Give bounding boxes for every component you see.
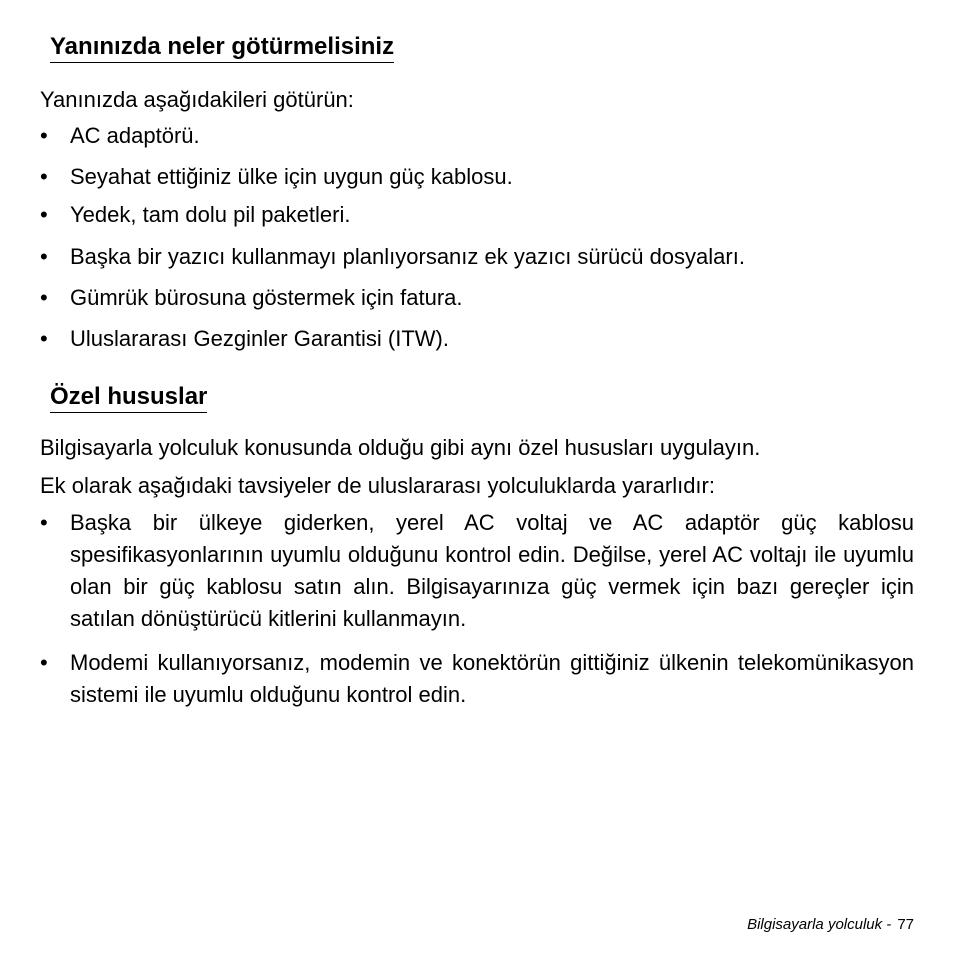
bullet-icon: • (40, 326, 48, 351)
list-item (40, 242, 914, 272)
bullet-icon: • (40, 510, 48, 535)
bullet-icon: • (40, 123, 48, 148)
list-item (40, 283, 914, 313)
footer-title: Bilgisayarla yolculuk - (747, 916, 892, 933)
international-tips-list (40, 507, 914, 711)
take-along-list (40, 121, 914, 354)
section-heading-what-to-take: Yanınızda neler götürmelisiniz (50, 33, 394, 63)
list-item-text: Seyahat ettiğiniz ülke için uygun güç kablosu. (70, 164, 513, 189)
section-heading-special-considerations: Özel hususlar (50, 383, 207, 413)
list-item-text: AC adaptörü. (70, 123, 200, 148)
special-considerations-text: Bilgisayarla yolculuk konusunda olduğu gibi aynı özel hususları uygulayın. (40, 435, 761, 460)
list-item-text: Gümrük bürosuna göstermek için fatura. (70, 285, 463, 310)
list-item-text: Yedek, tam dolu pil paketleri. (70, 202, 351, 227)
page-footer (747, 916, 914, 933)
bullet-icon: • (40, 164, 48, 189)
list-item (40, 200, 914, 230)
international-advice-text: Ek olarak aşağıdaki tavsiyeler de uluslararası yolculuklarda yararlıdır: (40, 473, 715, 498)
list-item (40, 162, 914, 192)
list-item-text: Başka bir yazıcı kullanmayı planlıyorsanız ek yazıcı sürücü dosyaları. (70, 244, 745, 269)
bullet-icon: • (40, 202, 48, 227)
page-number: 77 (897, 916, 914, 933)
list-item (40, 324, 914, 354)
intro-text: Yanınızda aşağıdakileri götürün: (40, 87, 354, 112)
bullet-icon: • (40, 650, 48, 675)
list-item (40, 507, 914, 635)
bullet-icon: • (40, 285, 48, 310)
list-item-text: Başka bir ülkeye giderken, yerel AC voltaj ve AC adaptör güç kablosu spesifikasyonlarının uyumlu olduğunu kontrol edin. Değilse, yerel AC voltajı ile uyumlu olan bir güç kablosu satın alın. Bilgisayarınıza güç vermek için bazı gereçler için satılan dönüştürücü kitlerini kullanmayın. (70, 510, 914, 631)
list-item-text: Modemi kullanıyorsanız, modemin ve konektörün gittiğiniz ülkenin telekomünikasyon sistemi ile uyumlu olduğunu kontrol edin. (70, 650, 914, 707)
list-item-text: Uluslararası Gezginler Garantisi (ITW). (70, 326, 449, 351)
list-item (40, 121, 914, 151)
bullet-icon: • (40, 244, 48, 269)
list-item (40, 647, 914, 711)
